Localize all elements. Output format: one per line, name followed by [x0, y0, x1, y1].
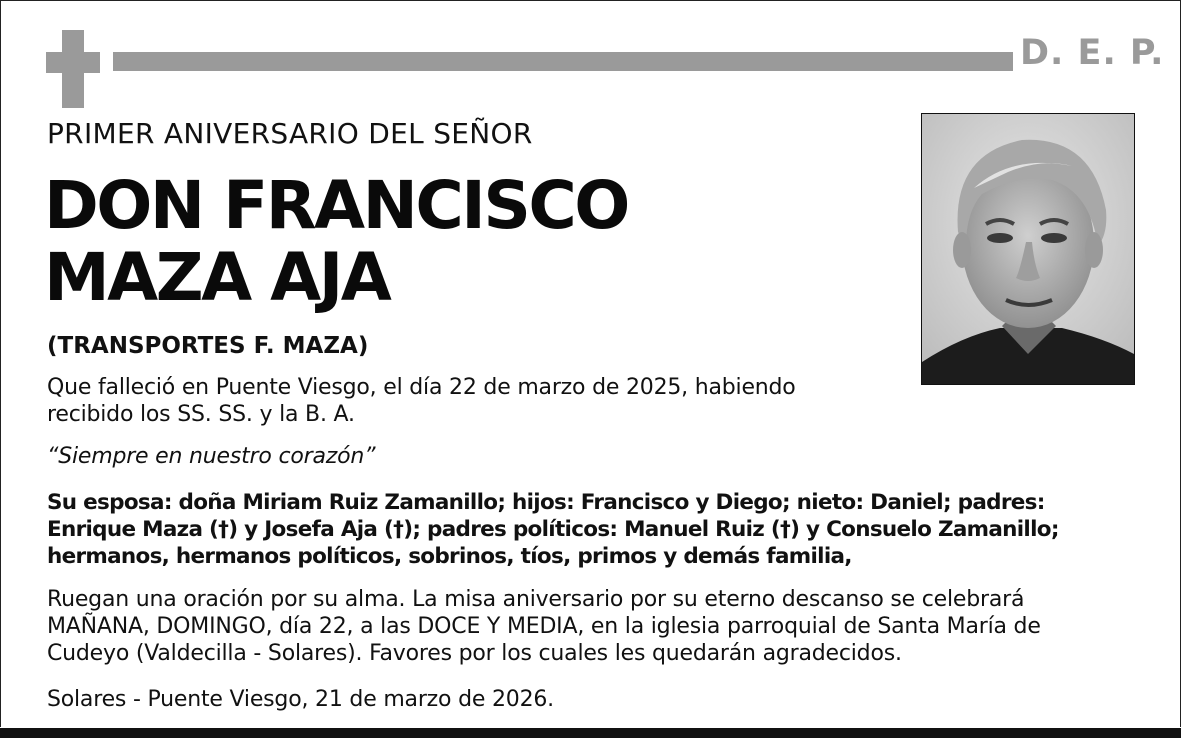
cross-icon-arm [46, 52, 100, 73]
family-line: hermanos, hermanos políticos, sobrinos, tíos, primos y demás familia, [47, 544, 852, 569]
death-line: Que falleció en Puente Viesgo, el día 22 de marzo de 2025, habiendo [47, 375, 796, 400]
bottom-rule [0, 728, 1181, 738]
mass-line: Cudeyo (Valdecilla - Solares). Favores por los cuales les quedarán agradecidos. [47, 641, 902, 666]
company-label: (TRANSPORTES F. MAZA) [47, 333, 369, 359]
deceased-name [44, 167, 628, 316]
place-date: Solares - Puente Viesgo, 21 de marzo de 2026. [47, 687, 554, 712]
name-line: DON FRANCISCO [44, 167, 628, 244]
mass-announcement [47, 586, 1041, 667]
death-notice [47, 374, 796, 428]
memorial-quote: “Siempre en nuestro corazón” [47, 444, 376, 469]
family-list [47, 489, 1059, 570]
mass-line: MAÑANA, DOMINGO, día 22, a las DOCE Y MEDIA, en la iglesia parroquial de Santa María de [47, 614, 1041, 639]
portrait-icon [922, 114, 1134, 384]
mass-line: Ruegan una oración por su alma. La misa aniversario por su eterno descanso se celebrará [47, 587, 1025, 612]
anniversary-heading: PRIMER ANIVERSARIO DEL SEÑOR [47, 117, 533, 150]
portrait-photo [921, 113, 1135, 385]
name-line: MAZA AJA [44, 239, 390, 316]
dep-label: D. E. P. [1020, 33, 1165, 73]
family-line: Enrique Maza (†) y Josefa Aja (†); padres políticos: Manuel Ruiz (†) y Consuelo Zamanillo; [47, 517, 1059, 542]
death-line: recibido los SS. SS. y la B. A. [47, 402, 355, 427]
header-rule [113, 52, 1013, 71]
family-line: Su esposa: doña Miriam Ruiz Zamanillo; hijos: Francisco y Diego; nieto: Daniel; padres: [47, 490, 1045, 515]
